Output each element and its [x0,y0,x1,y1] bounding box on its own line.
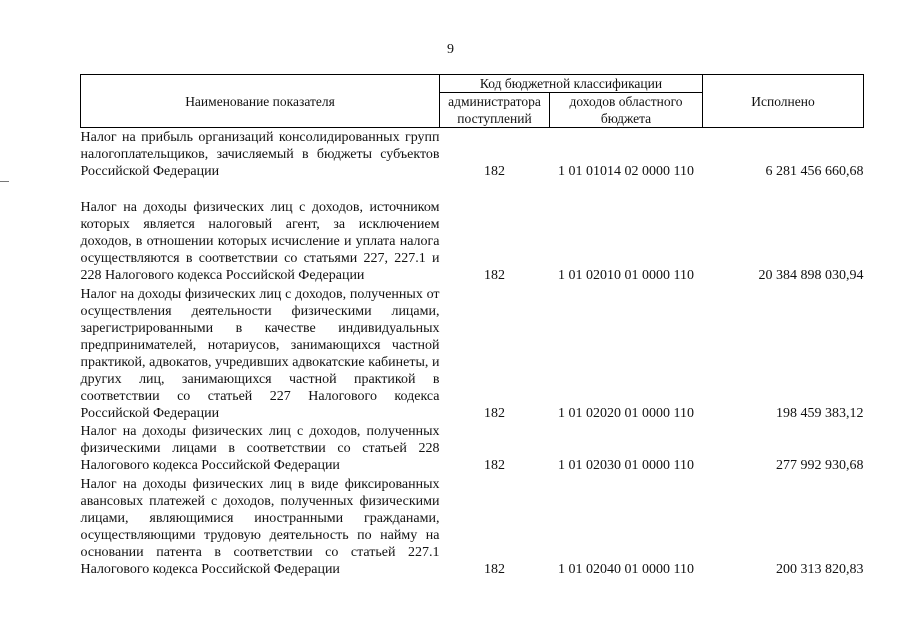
page-number: 9 [447,42,454,57]
table-row [81,180,864,284]
indicator-name: Налог на доходы физических лиц с доходов, источником которых является налоговый агент, за исключением доходов, в отношении которых исчисление и уплата налога осуществляются в соответствии со статьями 227, 227.1 и 228 Налогового кодекса Российской Федерации [80,200,440,283]
indicator-name: Налог на прибыль организаций консолидированных групп налогоплательщиков, зачисляемый в бюджеты субъектов Российской Федерации [80,130,440,179]
income-code: 1 01 02040 01 0000 110 [558,562,694,577]
table-row [81,128,864,181]
executed-amount: 20 384 898 030,94 [758,268,864,283]
header-executed: Исполнено [703,75,864,128]
indicator-name: Налог на доходы физических лиц в виде фиксированных авансовых платежей с доходов, полученных физическими лицами, являющимися иностранными гражданами, осуществляющими трудовую деятельность по найму на основании патента в соответствии со статьей 227.1 Налогового кодекса Российской Федерации [80,477,440,577]
income-code: 1 01 02030 01 0000 110 [558,458,694,473]
admin-code: 182 [484,562,505,577]
header-income-code: доходов областного бюджета [550,93,703,128]
indicator-name: Налог на доходы физических лиц с доходов, полученных физическими лицами в соответствии со статьей 228 Налогового кодекса Российской Федерации [80,424,440,473]
admin-code: 182 [484,406,505,421]
admin-code: 182 [484,164,505,179]
table-header [81,75,864,128]
admin-code: 182 [484,268,505,283]
income-code: 1 01 02020 01 0000 110 [558,406,694,421]
header-indicator-name: Наименование показателя [81,75,440,128]
executed-amount: 6 281 456 660,68 [765,164,864,179]
table-row [81,422,864,474]
header-budget-classification: Код бюджетной классификации [440,75,703,93]
executed-amount: 200 313 820,83 [776,562,864,577]
income-code: 1 01 01014 02 0000 110 [558,164,694,179]
margin-scan-mark [0,181,9,182]
income-code: 1 01 02010 01 0000 110 [558,268,694,283]
table-body [81,128,864,579]
executed-amount: 277 992 930,68 [776,458,864,473]
admin-code: 182 [484,458,505,473]
table-row [81,474,864,578]
indicator-name: Налог на доходы физических лиц с доходов, полученных от осуществления деятельности физическими лицами, зарегистрированными в качестве индивидуальных предпринимателей, нотариусов, занимающихся частной практикой, адвокатов, учредивших адвокатские кабинеты, и других лиц, занимающихся частной практикой в соответствии со статьей 227 Налогового кодекса Российской Федерации [80,287,440,421]
budget-income-table [80,74,864,578]
header-admin-code: администратора поступлений [440,93,550,128]
executed-amount: 198 459 383,12 [776,406,864,421]
table-row [81,284,864,422]
